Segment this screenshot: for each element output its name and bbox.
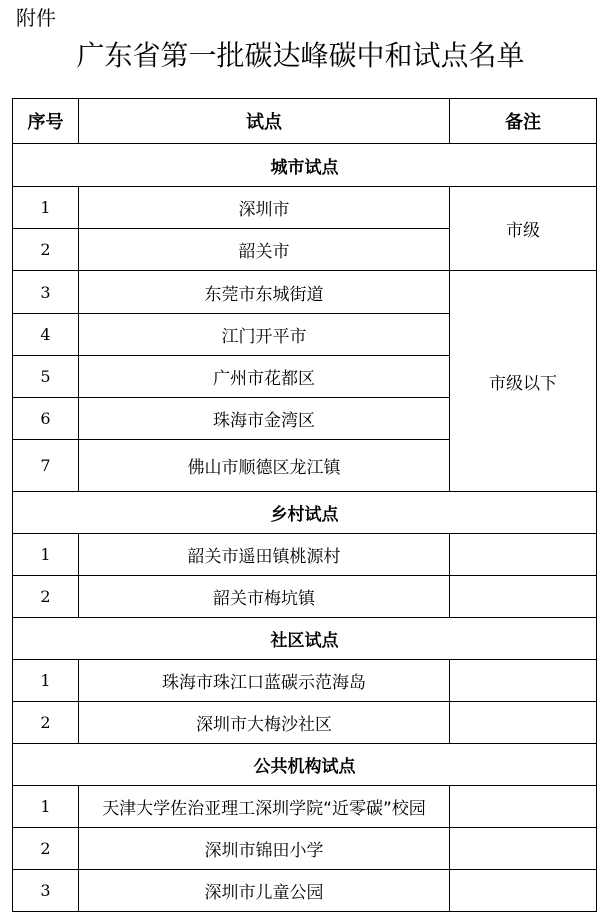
- table-row: [13, 187, 597, 229]
- row-note: [450, 828, 597, 870]
- row-seq: 1: [13, 660, 79, 702]
- row-seq: 3: [13, 271, 79, 314]
- row-seq: 2: [13, 828, 79, 870]
- row-note: [450, 786, 597, 828]
- table-row: [13, 576, 597, 618]
- row-note: [450, 576, 597, 618]
- section-row: [13, 744, 597, 786]
- row-seq: 5: [13, 356, 79, 398]
- table-row: [13, 271, 597, 314]
- row-seq: 2: [13, 229, 79, 271]
- row-note: 市级以下: [450, 271, 597, 492]
- row-seq: 1: [13, 534, 79, 576]
- row-site: 东莞市东城街道: [79, 271, 450, 314]
- table-header-row: [13, 99, 597, 144]
- row-note: [450, 702, 597, 744]
- row-site: 珠海市金湾区: [79, 398, 450, 440]
- section-title: 乡村试点: [13, 492, 597, 534]
- header-site: 试点: [79, 99, 450, 144]
- row-seq: 7: [13, 440, 79, 492]
- section-title: 公共机构试点: [13, 744, 597, 786]
- row-site: 深圳市大梅沙社区: [79, 702, 450, 744]
- table-row: [13, 870, 597, 912]
- row-site: 天津大学佐治亚理工深圳学院“近零碳”校园: [79, 786, 450, 828]
- section-row: [13, 492, 597, 534]
- row-site: 韶关市梅坑镇: [79, 576, 450, 618]
- section-title: 社区试点: [13, 618, 597, 660]
- table-row: [13, 534, 597, 576]
- table-row: [13, 828, 597, 870]
- row-note: 市级: [450, 187, 597, 271]
- table-row: [13, 660, 597, 702]
- row-site: 江门开平市: [79, 314, 450, 356]
- row-seq: 1: [13, 786, 79, 828]
- section-row: [13, 618, 597, 660]
- table-row: [13, 786, 597, 828]
- header-seq: 序号: [13, 99, 79, 144]
- section-title: 城市试点: [13, 144, 597, 187]
- row-site: 佛山市顺德区龙江镇: [79, 440, 450, 492]
- row-seq: 4: [13, 314, 79, 356]
- row-seq: 2: [13, 702, 79, 744]
- document-title: 广东省第一批碳达峰碳中和试点名单: [76, 39, 525, 72]
- row-site: 广州市花都区: [79, 356, 450, 398]
- attachment-label: 附件: [16, 6, 56, 30]
- row-seq: 2: [13, 576, 79, 618]
- row-note: [450, 870, 597, 912]
- row-site: 深圳市锦田小学: [79, 828, 450, 870]
- row-note: [450, 534, 597, 576]
- section-row: [13, 144, 597, 187]
- row-site: 深圳市儿童公园: [79, 870, 450, 912]
- row-site: 韶关市遥田镇桃源村: [79, 534, 450, 576]
- row-seq: 3: [13, 870, 79, 912]
- row-site: 韶关市: [79, 229, 450, 271]
- header-note: 备注: [450, 99, 597, 144]
- pilot-list-table: [12, 98, 597, 912]
- row-note: [450, 660, 597, 702]
- row-seq: 1: [13, 187, 79, 229]
- row-seq: 6: [13, 398, 79, 440]
- row-site: 珠海市珠江口蓝碳示范海岛: [79, 660, 450, 702]
- table-row: [13, 702, 597, 744]
- row-site: 深圳市: [79, 187, 450, 229]
